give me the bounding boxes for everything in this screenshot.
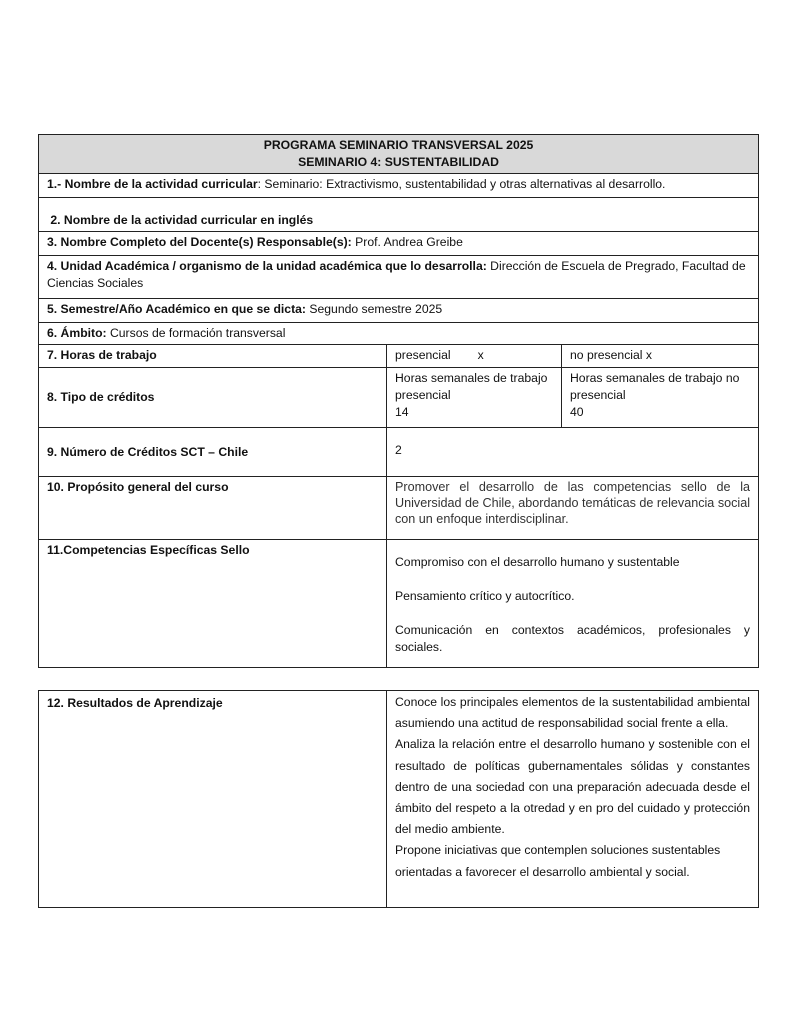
learning-outcome-item: Conoce los principales elementos de la sustentabilidad ambiental asumiendo una actitud de responsabilidad social frente a ella.	[395, 695, 750, 731]
row-activity-name-english: 2. Nombre de la actividad curricular en inglés	[39, 198, 759, 232]
non-in-person-hours-cell	[562, 368, 759, 428]
course-purpose-text: Promover el desarrollo de las competencias sello de la Universidad de Chile, abordando temáticas de relevancia social con un enfoque interdisciplinar.	[387, 477, 759, 540]
program-header	[39, 135, 759, 174]
learning-outcomes-table	[38, 690, 759, 908]
sct-credits-value: 2	[387, 428, 759, 477]
row-academic-unit: 4. Unidad Académica / organismo de la unidad académica que lo desarrolla: Dirección de Escuela de Pregrado, Facultad de Ciencias Sociales	[39, 256, 759, 299]
competency-item: Compromiso con el desarrollo humano y sustentable	[395, 555, 680, 569]
non-in-person-hours-title: Horas semanales de trabajo no presencial	[570, 371, 740, 402]
in-person-hours-value: 14	[395, 405, 409, 419]
course-purpose-label: 10. Propósito general del curso	[39, 477, 387, 540]
non-in-person-cell: no presencial x	[562, 345, 759, 368]
in-person-hours-title: Horas semanales de trabajo presencial	[395, 371, 548, 402]
learning-outcome-item: Analiza la relación entre el desarrollo humano y sostenible con el resultado de políticas gubernamentales sólidas y constantes dentro de una sociedad con una preparación adecuada desde el ámbito del respeto a la otredad y en pro del cuidado y protección del medio ambiente.	[395, 737, 750, 837]
program-title: PROGRAMA SEMINARIO TRANSVERSAL 2025	[263, 138, 534, 152]
row-semester: 5. Semestre/Año Académico en que se dicta: Segundo semestre 2025	[39, 299, 759, 323]
credit-type-label: 8. Tipo de créditos	[39, 368, 387, 428]
row-teacher: 3. Nombre Completo del Docente(s) Responsable(s): Prof. Andrea Greibe	[39, 232, 759, 256]
seminar-title: SEMINARIO 4: SUSTENTABILIDAD	[298, 155, 499, 169]
competency-item: Pensamiento crítico y autocrítico.	[395, 589, 575, 603]
competency-item: Comunicación en contextos académicos, profesionales y sociales.	[395, 623, 751, 654]
in-person-hours-cell	[387, 368, 562, 428]
specific-competencies-list	[387, 540, 759, 668]
in-person-cell: presencial x	[387, 345, 562, 368]
sct-credits-label: 9. Número de Créditos SCT – Chile	[39, 428, 387, 477]
program-table	[38, 134, 759, 668]
learning-outcomes-label: 12. Resultados de Aprendizaje	[39, 691, 387, 908]
row-scope: 6. Ámbito: Cursos de formación transversal	[39, 323, 759, 345]
work-hours-label: 7. Horas de trabajo	[39, 345, 387, 368]
row-activity-name: 1.- Nombre de la actividad curricular: Seminario: Extractivismo, sustentabilidad y otras alternativas al desarrollo.	[39, 174, 759, 198]
non-in-person-hours-value: 40	[570, 405, 584, 419]
learning-outcome-item: Propone iniciativas que contemplen soluciones sustentables orientadas a favorecer el desarrollo ambiental y social.	[395, 843, 721, 879]
learning-outcomes-list	[387, 691, 759, 908]
specific-competencies-label: 11.Competencias Específicas Sello	[39, 540, 387, 668]
